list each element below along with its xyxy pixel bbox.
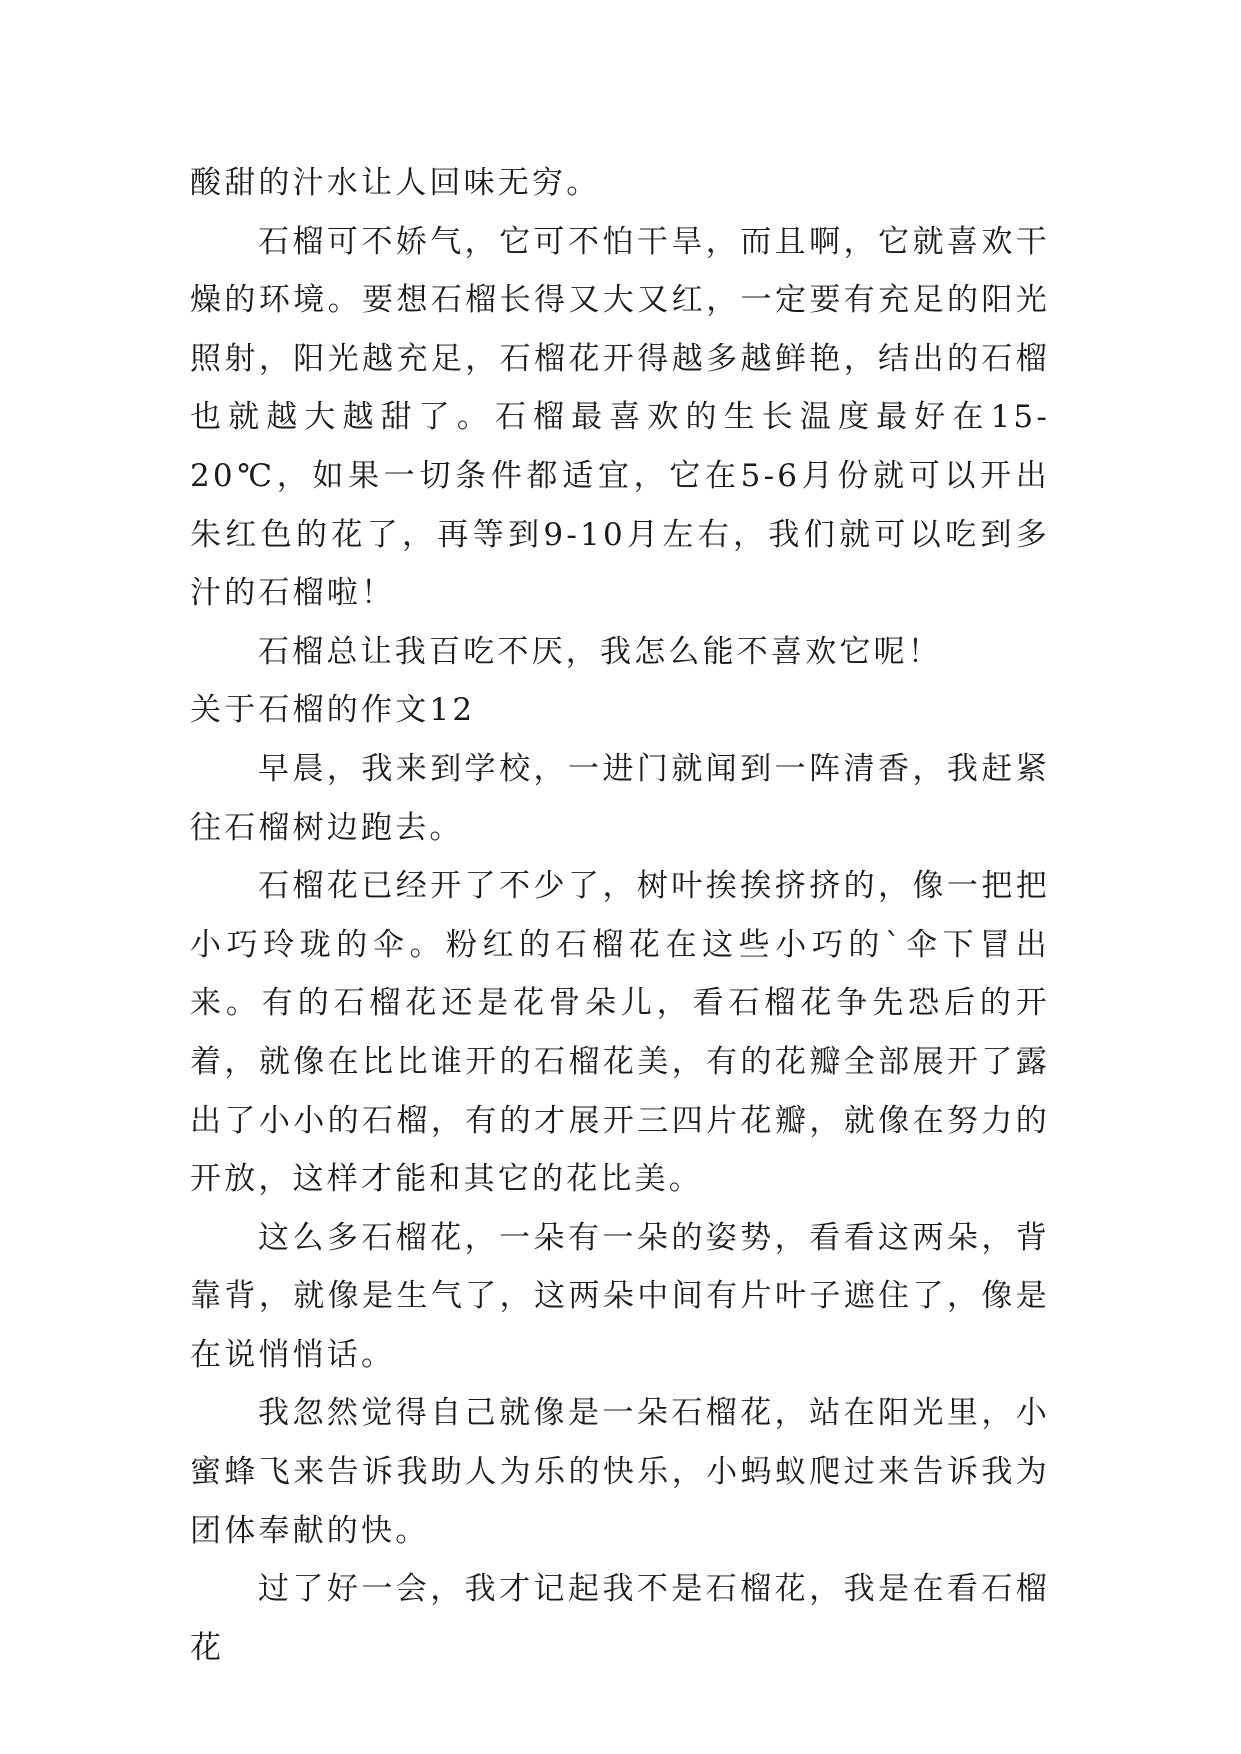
- paragraph-realization: 过了好一会，我才记起我不是石榴花，我是在看石榴花: [190, 1571, 1050, 1666]
- paragraph-conclusion: 石榴总让我百吃不厌，我怎么能不喜欢它呢！: [258, 633, 942, 670]
- paragraph-morning: 早晨，我来到学校，一进门就闻到一阵清香，我赶紧往石榴树边跑去。: [190, 750, 1050, 846]
- paragraph-flowers-blooming: 石榴花已经开了不少了，树叶挨挨挤挤的，像一把把小巧玲珑的伞。粉红的石榴花在这些小巧的`伞下冒出来。有的石榴花还是花骨朵儿，看石榴花争先恐后的开着，就像在比比谁开的石榴花美，有的花瓣全部展开了露出了小小的石榴，有的才展开三四片花瓣，就像在努力的开放，这样才能和其它的花比美。: [190, 868, 1050, 1198]
- paragraph-growing-conditions: 石榴可不娇气，它可不怕干旱，而且啊，它就喜欢干燥的环境。要想石榴长得又大又红，一定要有充足的阳光照射，阳光越充足，石榴花开得越多越鲜艳，结出的石榴也就越大越甜了。石榴最喜欢的生长温度最好在15-20℃，如果一切条件都适宜，它在5-6月份就可以开出朱红色的花了，再等到9-10月左右，我们就可以吃到多汁的石榴啦！: [190, 223, 1050, 612]
- paragraph-imagination: 我忽然觉得自己就像是一朵石榴花，站在阳光里，小蜜蜂飞来告诉我助人为乐的快乐，小蚂蚁爬过来告诉我为团体奉献的快。: [190, 1395, 1050, 1549]
- paragraph-continuation: 酸甜的汁水让人回味无穷。: [190, 165, 601, 201]
- essay-body: [190, 154, 1050, 1677]
- paragraph-flower-poses: 这么多石榴花，一朵有一朵的姿势，看看这两朵，背靠背，就像是生气了，这两朵中间有片叶子遮住了，像是在说悄悄话。: [190, 1219, 1050, 1373]
- essay-heading: 关于石榴的作文12: [190, 692, 476, 729]
